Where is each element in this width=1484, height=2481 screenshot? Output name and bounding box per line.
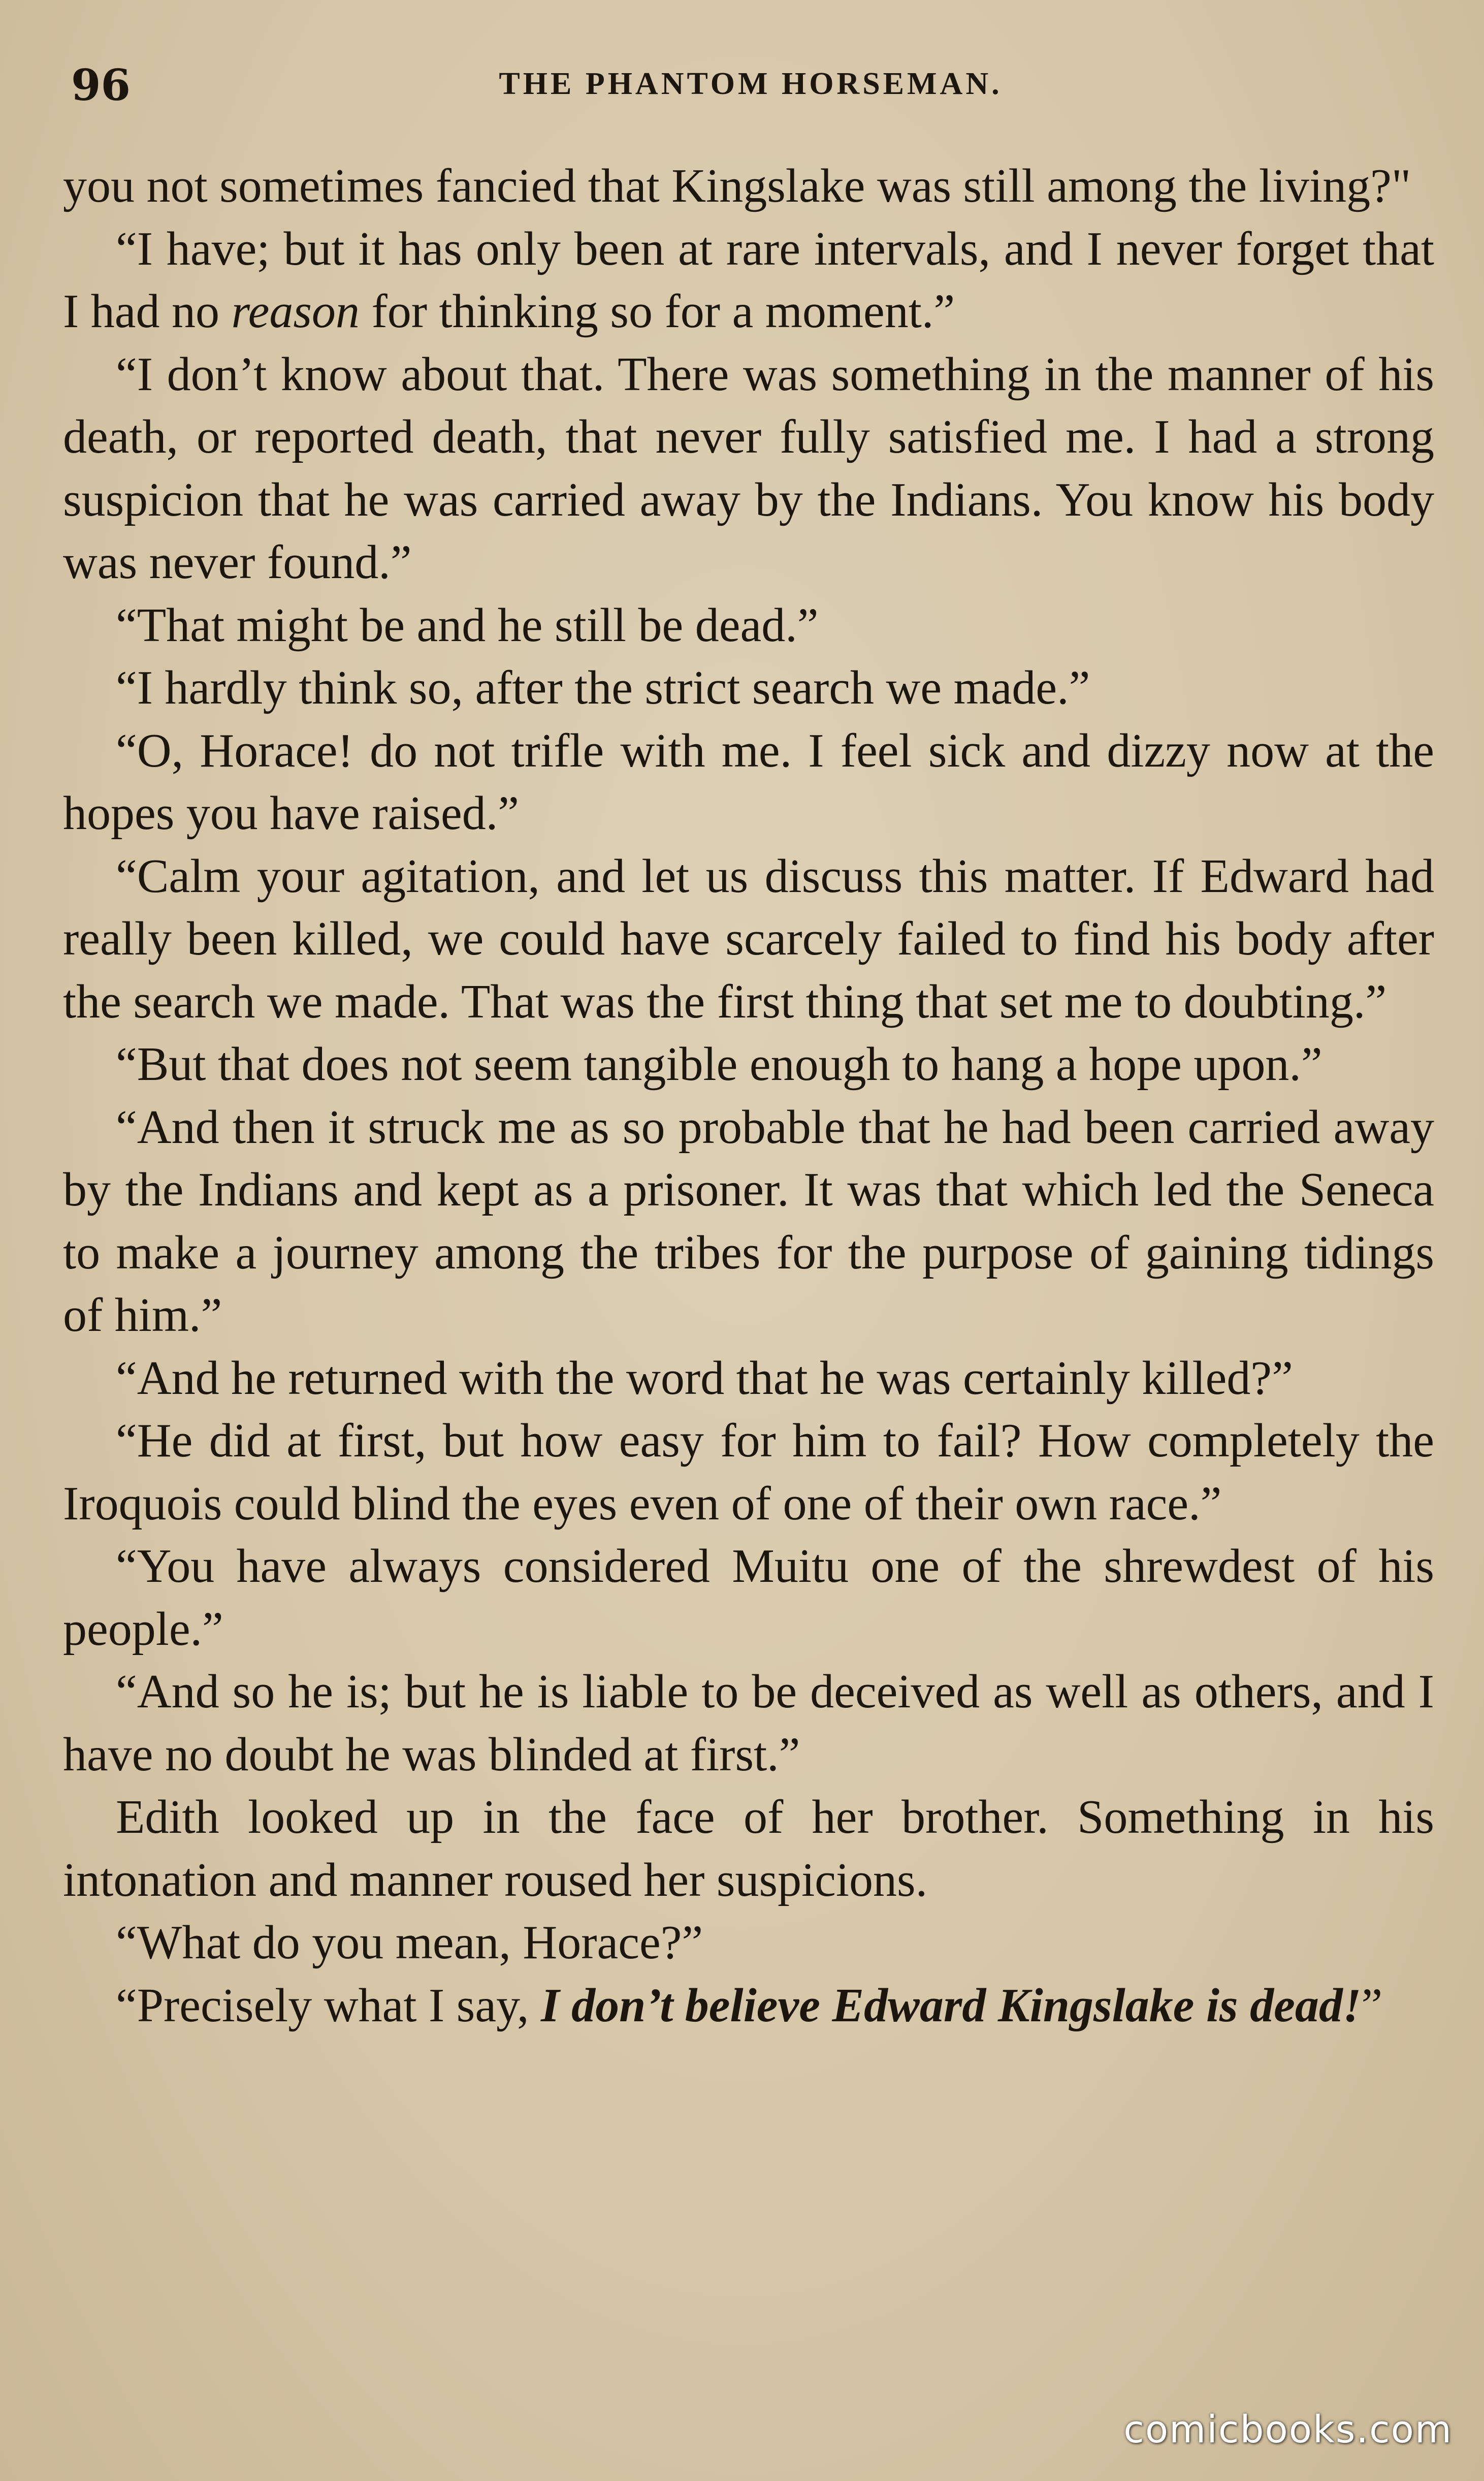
paragraph: “What do you mean, Horace?” xyxy=(116,1916,703,1969)
paragraph: “I hardly think so, after the strict search we made.” xyxy=(116,661,1090,714)
paragraph: “Calm your agitation, and let us discuss this matter. If Edward had really been killed, we could have scarcely failed to find his body after the search we made. That was the first thing that set me to doubting.” xyxy=(63,849,1434,1028)
emphasis: reason xyxy=(231,285,360,338)
running-head: THE PHANTOM HORSEMAN. xyxy=(499,67,1003,101)
paragraph: “And he returned with the word that he was certainly killed?” xyxy=(116,1351,1293,1405)
paragraph: “I don’t know about that. There was something in the manner of his death, or reported death, that never fully satisfied me. I had a strong suspicion that he was carried away by the Indians. You know his body was never found.” xyxy=(63,347,1434,589)
paragraph: Edith looked up in the face of her brother. Something in his intonation and manner roused her suspicions. xyxy=(63,1791,1434,1906)
paragraph: “O, Horace! do not trifle with me. I feel sick and dizzy now at the hopes you have raised.” xyxy=(63,724,1434,840)
paragraph: “And so he is; but he is liable to be deceived as well as others, and I have no doubt he was blinded at first.” xyxy=(63,1665,1434,1781)
emphasis-bold: I don’t believe Edward Kingslake is dead! xyxy=(541,1979,1362,2032)
paragraph: “He did at first, but how easy for him to fail? How completely the Iroquois could blind the eyes even of one of their own race.” xyxy=(63,1414,1434,1530)
paragraph: you not sometimes fancied that Kingslake was still among the living?" xyxy=(63,160,1411,212)
paragraph: “But that does not seem tangible enough to hang a hope upon.” xyxy=(116,1038,1322,1091)
watermark: comicbooks.com xyxy=(1123,2408,1453,2452)
page-header xyxy=(65,60,1436,116)
paragraph: “You have always considered Muitu one of the shrewdest of his people.” xyxy=(63,1540,1434,1656)
body-text xyxy=(63,155,1434,2037)
paragraph: “And then it struck me as so probable that he had been carried away by the Indians and kept as a prisoner. It was that which led the Seneca to make a journey among the tribes for the purpose of gaining tidings of him.” xyxy=(63,1100,1434,1342)
page-number: 96 xyxy=(71,60,131,110)
paragraph: “Precisely what I say, I don’t believe Edward Kingslake is dead!” xyxy=(116,1979,1383,2032)
paragraph: “I have; but it has only been at rare intervals, and I never forget that I had no reason for thinking so for a moment.” xyxy=(63,222,1434,338)
paragraph: “That might be and he still be dead.” xyxy=(116,598,819,652)
